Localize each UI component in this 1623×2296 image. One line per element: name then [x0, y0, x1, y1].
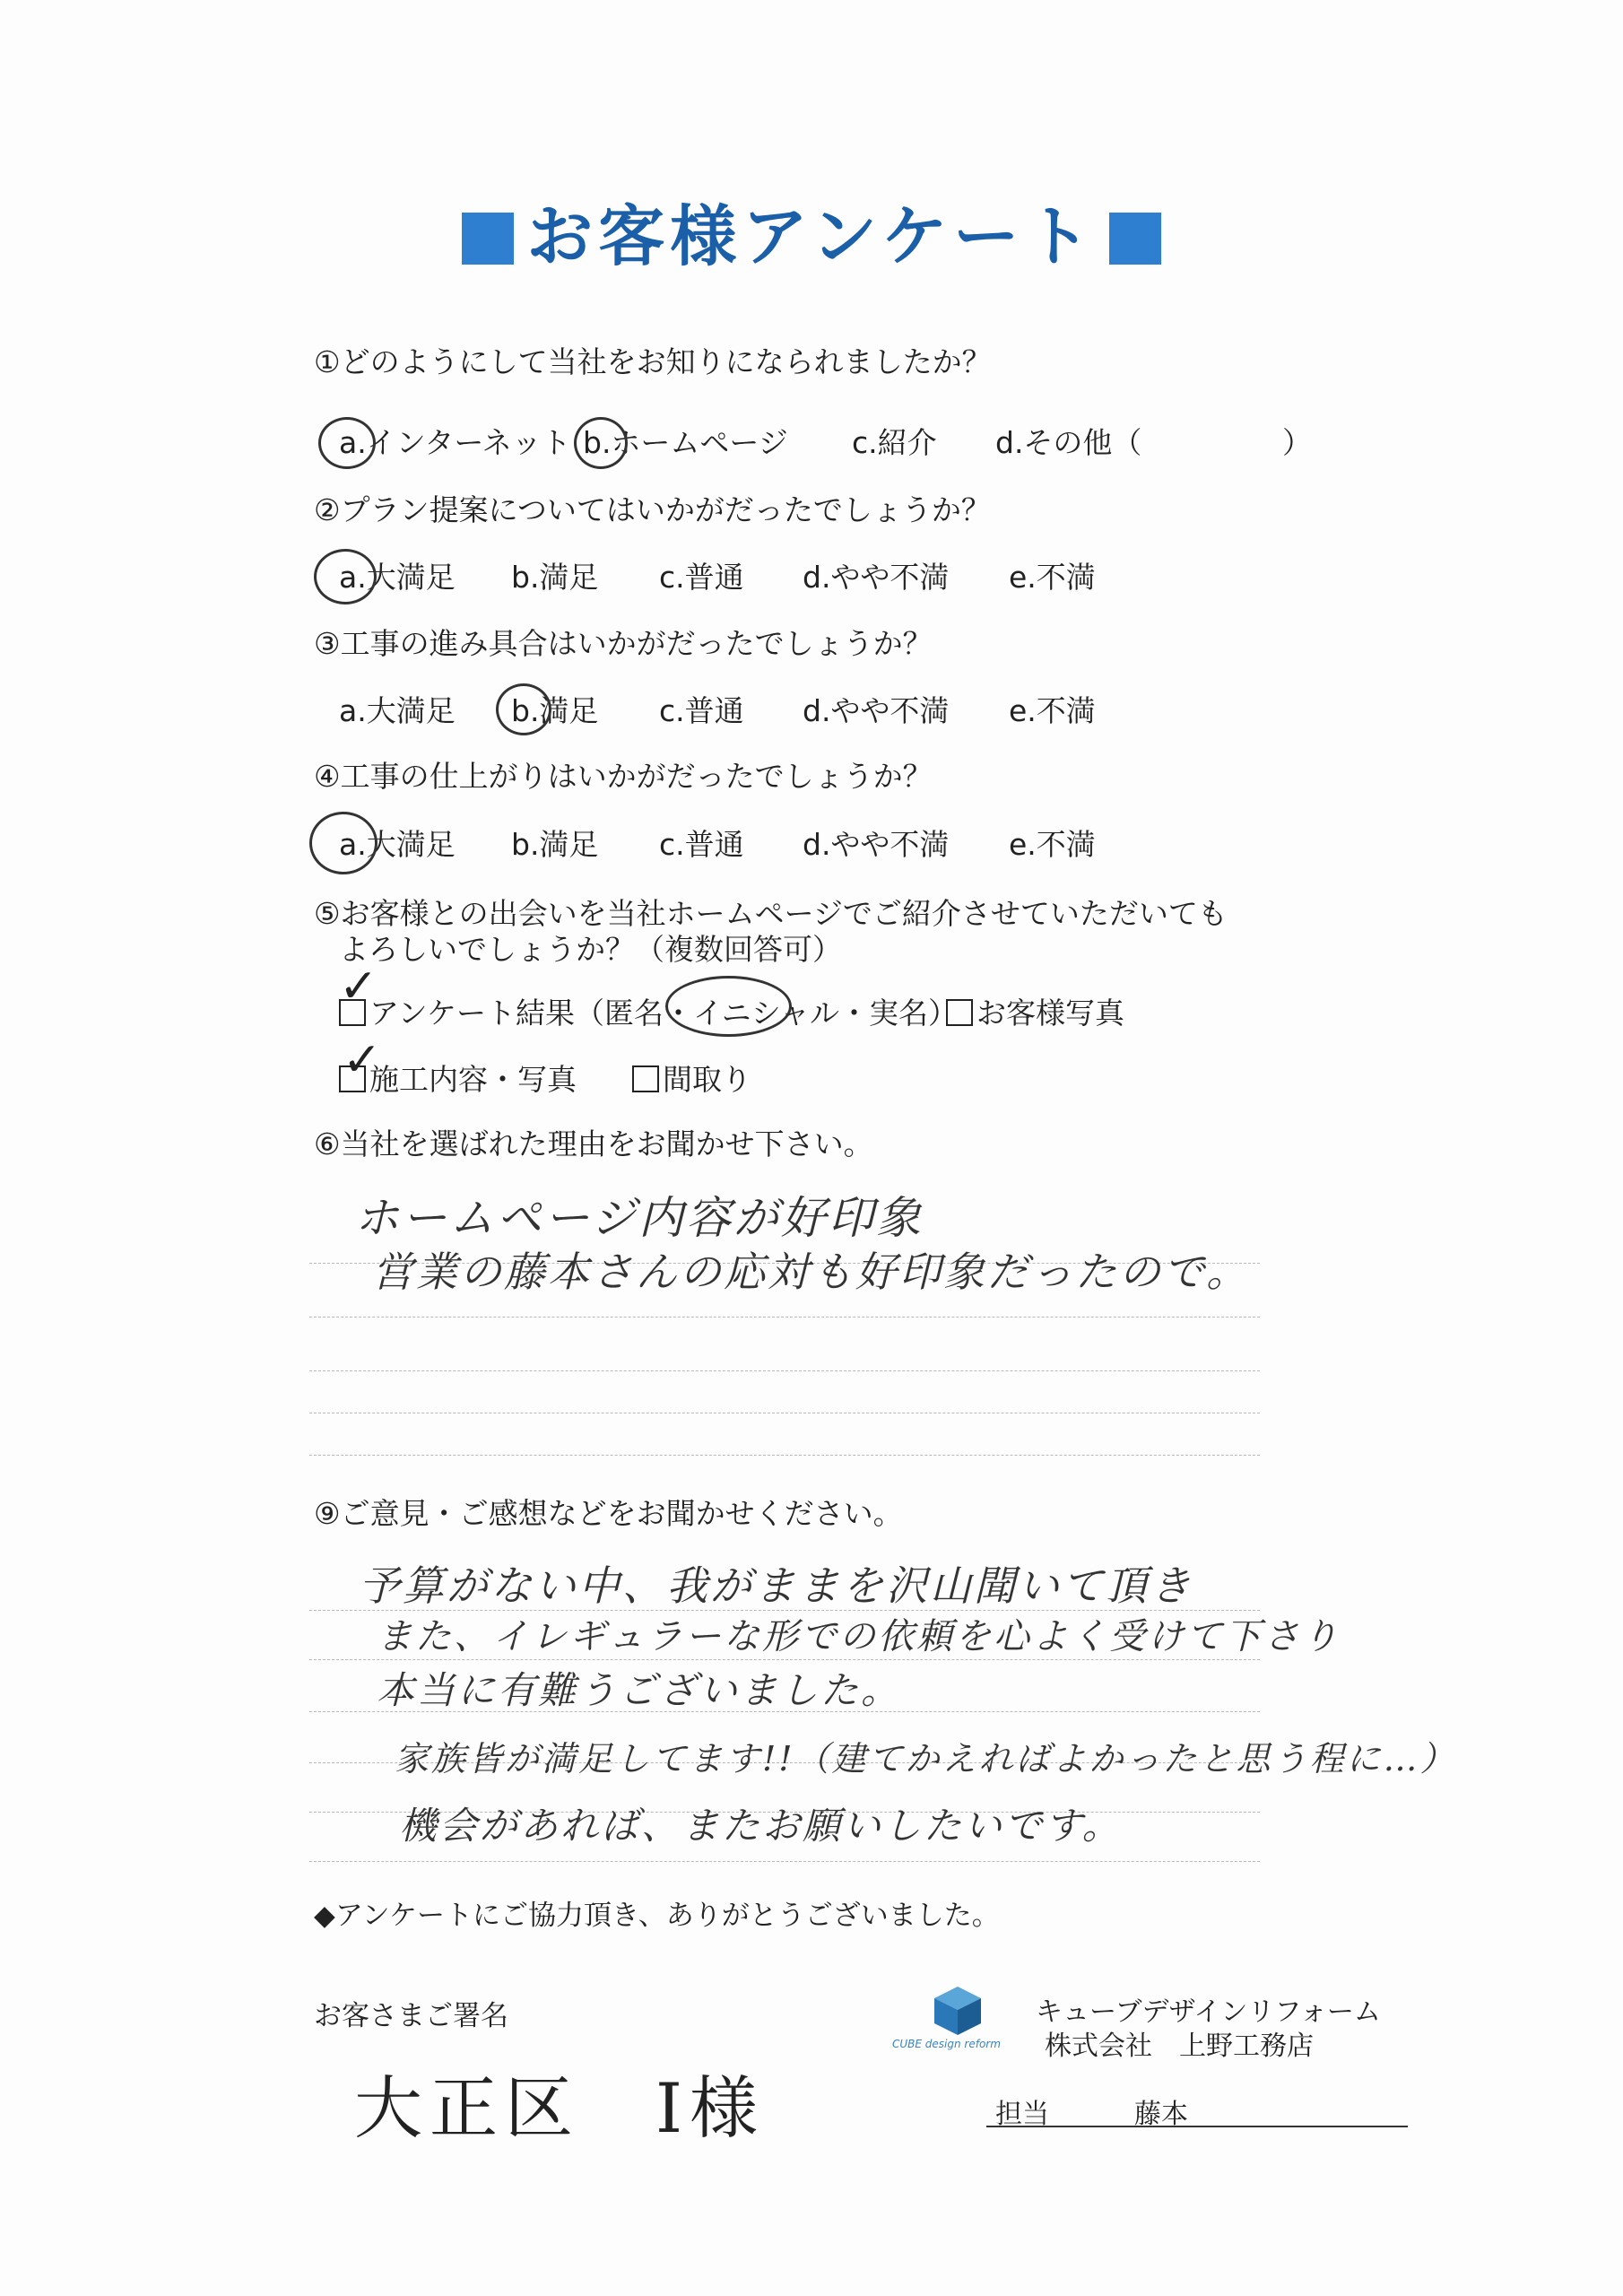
- q9-answer-line-2: また、イレギュラーな形での依頼を心よく受けて下さり: [377, 1616, 1341, 1657]
- q1-option-a[interactable]: a.インターネット: [339, 425, 571, 460]
- q4-option-c[interactable]: c.普通: [659, 827, 744, 862]
- q5-item-construction-photo[interactable]: 施工内容・写真: [339, 1057, 577, 1099]
- signature-label: お客さまご署名: [314, 2000, 508, 2032]
- answer-circle-q1-b: [574, 417, 628, 469]
- q4-option-d[interactable]: d.やや不満: [803, 827, 950, 862]
- q5-item-customer-photo[interactable]: お客様写真: [946, 990, 1124, 1032]
- q2-option-c[interactable]: c.普通: [659, 560, 744, 595]
- q1-option-b[interactable]: b.ホームページ: [583, 425, 788, 460]
- q5-item-survey-result[interactable]: アンケート結果（匿名・イニシャル・実名）: [339, 990, 958, 1032]
- question-2: ②プラン提案についてはいかがだったでしょうか？: [314, 492, 991, 527]
- q5-item-floor-plan[interactable]: 間取り: [632, 1057, 751, 1099]
- staff-name: 藤本: [1134, 2099, 1188, 2130]
- q9-answer-line-1: 予算がない中、我がままを沢山聞いて頂き: [359, 1561, 1193, 1610]
- staff-underline: [986, 2126, 1408, 2127]
- q4-option-b[interactable]: b.満足: [511, 827, 599, 862]
- company-name-line2: 株式会社 上野工務店: [1045, 2031, 1314, 2062]
- answer-circle-initial: [665, 976, 792, 1037]
- question-1: ①どのようにして当社をお知りになられましたか？: [314, 344, 992, 379]
- checkmark-icon: ✓: [339, 960, 378, 1013]
- q2-option-e[interactable]: e.不満: [1009, 560, 1096, 595]
- title-square-right: [1109, 213, 1161, 265]
- q1-option-d-close: ）: [1282, 425, 1312, 460]
- logo-text: CUBE design reform: [892, 2038, 1001, 2050]
- q3-option-a[interactable]: a.大満足: [339, 693, 456, 728]
- answer-circle-q3-b: [496, 683, 551, 735]
- question-6: ⑥当社を選ばれた理由をお聞かせ下さい。: [314, 1126, 873, 1161]
- company-name-line1: キューブデザインリフォーム: [1036, 1996, 1381, 2028]
- thanks-message: ◆アンケートにご協力頂き、ありがとうございました。: [314, 1900, 1000, 1932]
- q4-option-a[interactable]: a.大満足: [339, 827, 456, 862]
- q9-answer-line-5: 機会があれば、またお願いしたいです。: [399, 1804, 1123, 1848]
- answer-line: [309, 1455, 1260, 1456]
- question-9: ⑨ご意見・ご感想などをお聞かせください。: [314, 1496, 903, 1531]
- q1-option-c[interactable]: c.紹介: [852, 425, 937, 460]
- checkmark-icon: ✓: [343, 1033, 382, 1087]
- answer-line: [309, 1659, 1260, 1660]
- staff-label: 担当: [995, 2099, 1049, 2130]
- question-5-line2: よろしいでしょうか？（複数回答可）: [339, 932, 842, 967]
- answer-line: [309, 1861, 1260, 1862]
- title-text: お客様アンケート: [526, 198, 1097, 275]
- q2-option-a[interactable]: a.大満足: [339, 560, 456, 595]
- q9-answer-line-4: 家族皆が満足してます!!（建てかえればよかったと思う程に…）: [395, 1739, 1457, 1779]
- checkbox-floor-plan[interactable]: [632, 1065, 659, 1092]
- page-title: [0, 184, 1623, 279]
- q9-answer-line-3: 本当に有難うございました。: [377, 1668, 902, 1712]
- q3-option-b[interactable]: b.満足: [511, 693, 599, 728]
- q3-option-c[interactable]: c.普通: [659, 693, 744, 728]
- answer-line: [309, 1317, 1260, 1318]
- question-3: ③工事の進み具合はいかがだったでしょうか？: [314, 626, 933, 661]
- q6-answer-line-1: ホームページ内容が好印象: [354, 1192, 924, 1244]
- q6-answer-line-2: 営業の藤本さんの応対も好印象だったので。: [372, 1248, 1251, 1296]
- title-square-left: [462, 213, 514, 265]
- q3-option-d[interactable]: d.やや不満: [803, 693, 950, 728]
- answer-circle-q2-a: [314, 549, 377, 604]
- question-4: ④工事の仕上がりはいかがだったでしょうか？: [314, 759, 933, 794]
- q4-option-e[interactable]: e.不満: [1009, 827, 1096, 862]
- q2-option-b[interactable]: b.満足: [511, 560, 599, 595]
- q3-option-e[interactable]: e.不満: [1009, 693, 1096, 728]
- q2-option-d[interactable]: d.やや不満: [803, 560, 950, 595]
- answer-line: [309, 1370, 1260, 1371]
- checkbox-customer-photo[interactable]: [946, 999, 973, 1026]
- question-5-line1: ⑤お客様との出会いを当社ホームページでご紹介させていただいても: [314, 896, 1228, 931]
- answer-circle-q1-a: [318, 417, 376, 469]
- signature-name: 大正区 I様: [354, 2068, 766, 2148]
- cube-logo-icon: [931, 1985, 985, 2037]
- q1-option-d[interactable]: d.その他（: [995, 425, 1142, 460]
- answer-circle-q4-a: [309, 812, 378, 874]
